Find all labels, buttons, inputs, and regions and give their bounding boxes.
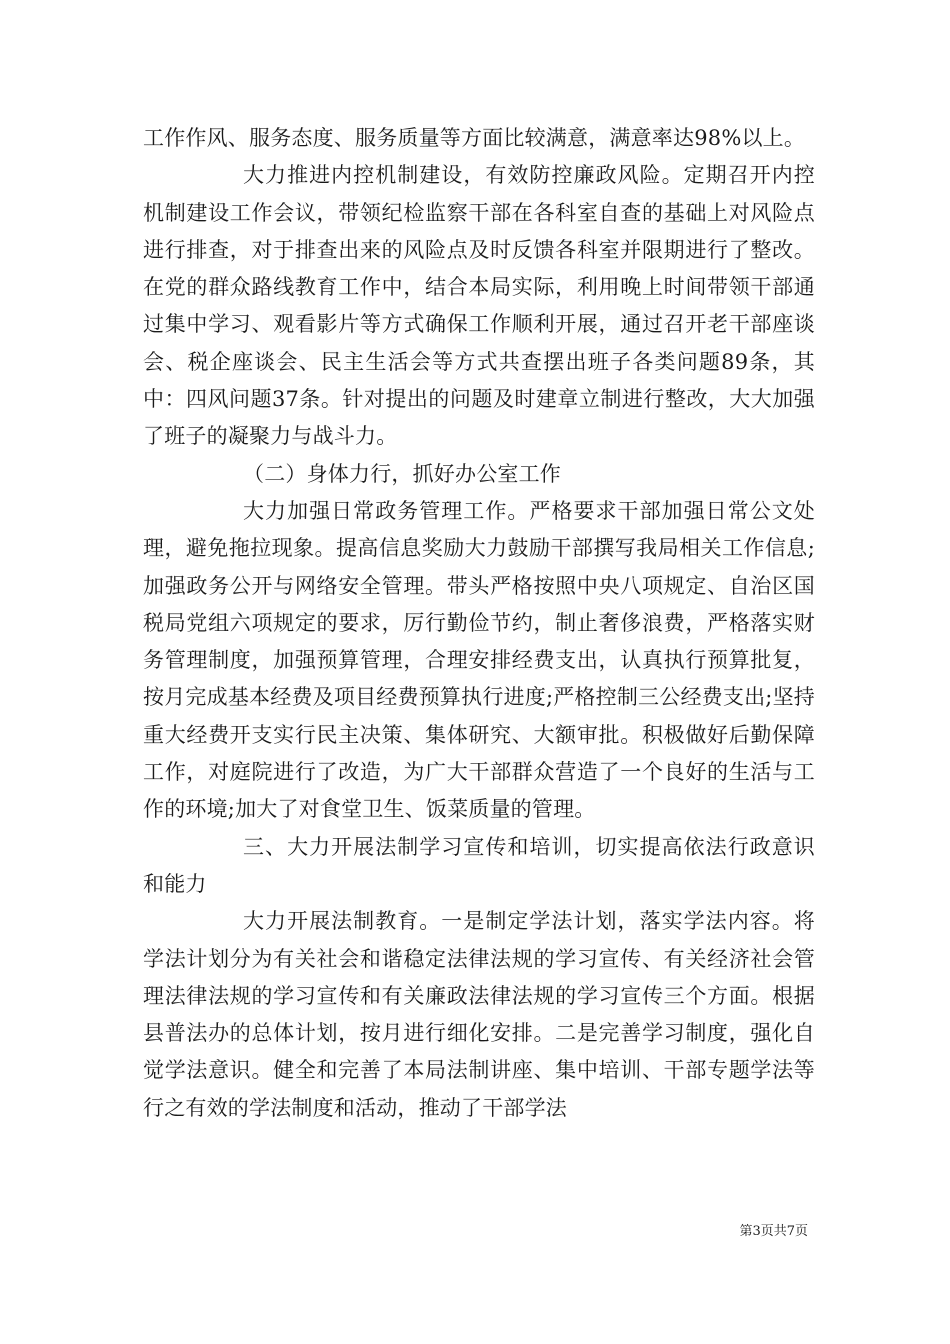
paragraph-6: 大力开展法制教育。一是制定学法计划，落实学法内容。将学法计划分为有关社会和谐稳定法律法规的学习宣传、有关经济社会管理法律法规的学习宣传和有关廉政法律法规的学习宣传三个方面。根据县普法办的总体计划，按月进行细化安排。二是完善学习制度，强化自觉学法意识。健全和完善了本局法制讲座、集中培训、干部专题学法等行之有效的学法制度和活动，推动了干部学法 (143, 909, 815, 1120)
paragraph-4: 大力加强日常政务管理工作。严格要求干部加强日常公文处理，避免拖拉现象。提高信息奖励大力鼓励干部撰写我局相关工作信息;加强政务公开与网络安全管理。带头严格按照中央八项规定、自治区国税局党组六项规定的要求，厉行勤俭节约，制止奢侈浪费，严格落实财务管理制度，加强预算管理，合理安排经费支出，认真执行预算批复，按月完成基本经费及项目经费预算执行进度;严格控制三公经费支出;坚持重大经费开支实行民主决策、集体研究、大额审批。积极做好后勤保障工作，对庭院进行了改造，为广大干部群众营造了一个良好的生活与工作的环境;加大了对食堂卫生、饭菜质量的管理。 (143, 498, 815, 822)
section-heading-3: 三、大力开展法制学习宣传和培训，切实提高依法行政意识和能力 (143, 834, 815, 896)
document-body (143, 120, 815, 1127)
page-number-footer: 第3页共7页 (739, 1224, 808, 1239)
paragraph-2: 大力推进内控机制建设，有效防控廉政风险。定期召开内控机制建设工作会议，带领纪检监察干部在各科室自查的基础上对风险点进行排查，对于排查出来的风险点及时反馈各科室并限期进行了整改。在党的群众路线教育工作中，结合本局实际，利用晚上时间带领干部通过集中学习、观看影片等方式确保工作顺利开展，通过召开老干部座谈会、税企座谈会、民主生活会等方式共查摆出班子各类问题89条，其中：四风问题37条。针对提出的问题及时建章立制进行整改，大大加强了班子的凝聚力与战斗力。 (143, 163, 815, 449)
section-heading-2: （二）身体力行，抓好办公室工作 (243, 461, 561, 486)
paragraph-1: 工作作风、服务态度、服务质量等方面比较满意，满意率达98%以上。 (143, 126, 806, 150)
